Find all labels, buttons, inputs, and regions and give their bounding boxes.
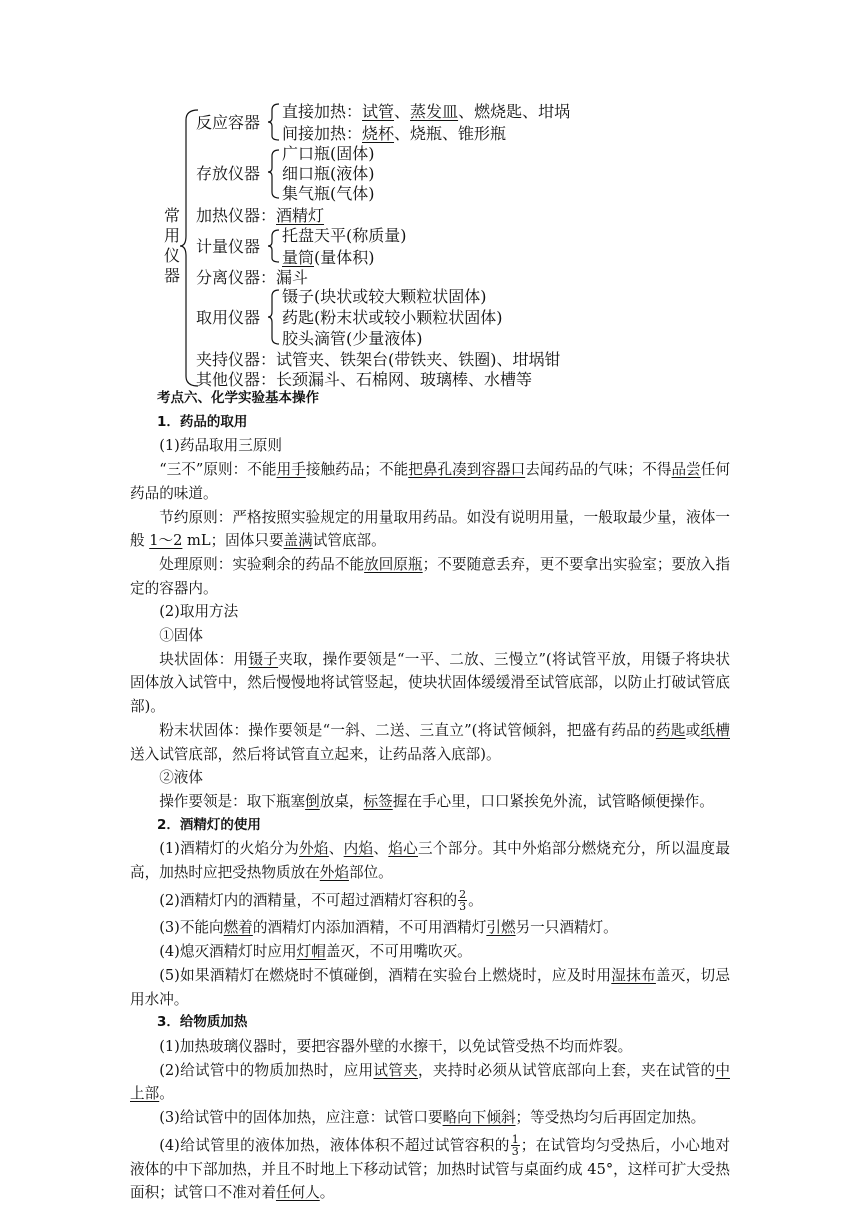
t: 的酒精灯内添加酒精，不可用酒精灯 xyxy=(252,919,487,937)
direct-prefix: 直接加热： xyxy=(282,102,363,121)
t: 。 xyxy=(159,1085,174,1103)
measuring-item-2-rest: (量体积) xyxy=(314,248,375,267)
t: “三不”原则：不能 xyxy=(159,461,277,479)
fraction-one-third xyxy=(511,1134,520,1157)
t: 粉末状固体：操作要领是“一斜、二送、三直立”(将试管倾斜，把盛有药品的 xyxy=(159,721,656,739)
t: 操作要领是：取下瓶塞 xyxy=(159,792,306,810)
t: 处理原则：实验剩余的药品不能 xyxy=(159,555,365,573)
para-jieyue xyxy=(130,506,730,553)
tree-braces xyxy=(0,0,860,400)
t: 送入试管底部，然后将试管直立起来，让药品落入底部)。 xyxy=(130,745,501,763)
para-liquid xyxy=(130,790,730,814)
t: 药匙 xyxy=(655,721,686,739)
heading-3: 3．给物质加热 xyxy=(157,1014,248,1031)
t: 1～2 xyxy=(149,532,183,550)
t: ；等受热均匀后再固定加热。 xyxy=(515,1109,706,1127)
t: ；在试管均匀受热后，小心地对液体的中下部加热，并且不时地上下移动试管；加热时试管与桌面约成 45°，这样可扩大受热面积；试管口不准对着 xyxy=(130,1136,730,1202)
t: 试管夹 xyxy=(373,1061,419,1079)
storage-item-3: 集气瓶(气体) xyxy=(282,184,375,203)
t: (2)酒精灯内的酒精量，不可超过酒精灯容积的 xyxy=(159,891,458,909)
numerator: 2 xyxy=(459,888,467,902)
t: (4)给试管里的液体加热，液体体积不超过试管容积的 xyxy=(159,1136,510,1154)
t: 湿抹布 xyxy=(611,966,656,984)
instrument-tree xyxy=(0,0,860,400)
para-kuai xyxy=(130,648,730,719)
measuring-item-2 xyxy=(282,248,375,268)
tree-root-char-4: 器 xyxy=(164,266,181,285)
para-3-1: (1)加热玻璃仪器时，要把容器外壁的水擦干，以免试管受热不均而炸裂。 xyxy=(159,1037,633,1055)
measuring-cylinder: 量筒 xyxy=(282,248,315,267)
denominator: 3 xyxy=(511,1145,519,1159)
measuring-label: 计量仪器 xyxy=(196,237,261,256)
taking-item-3: 胶头滴管(少量液体) xyxy=(282,329,423,348)
t: 外焰 xyxy=(319,864,349,882)
t: ；不要随意丢弃，更不要拿出实验室；要放入指定的容器内。 xyxy=(130,555,730,597)
para-3-4 xyxy=(130,1134,730,1205)
heading-1b: (2)取用方法 xyxy=(159,603,239,621)
heating-item: 酒精灯 xyxy=(276,206,325,225)
indirect-rest: 、烧瓶、锥形瓶 xyxy=(394,124,507,143)
t: 略向下倾斜 xyxy=(442,1109,516,1127)
t: 标签 xyxy=(363,792,393,810)
heating-row xyxy=(196,206,324,226)
heading-2: 2．酒精灯的使用 xyxy=(157,816,261,833)
t: 、 xyxy=(328,840,344,858)
t: 倒 xyxy=(305,792,320,810)
fraction-two-thirds xyxy=(458,889,467,912)
t: 灯帽 xyxy=(296,943,326,961)
t: (3)不能向 xyxy=(159,919,224,937)
t: 、 xyxy=(373,840,389,858)
para-2-3 xyxy=(130,916,730,940)
para-2-1 xyxy=(130,837,730,884)
indirect-prefix: 间接加热： xyxy=(282,124,363,143)
t: 放桌， xyxy=(319,792,364,810)
t: 握在手心里，口口紧挨免外流，试管略倾便操作。 xyxy=(392,792,714,810)
tree-root-char-3: 仪 xyxy=(164,246,181,265)
t: (5)如果酒精灯在燃烧时不慎碰倒，酒精在实验台上燃烧时，应及时用 xyxy=(159,966,612,984)
t: 外焰 xyxy=(299,840,329,858)
t: 内焰 xyxy=(343,840,374,858)
t: 去闻药品的气味；不得 xyxy=(525,461,672,479)
t: (1)酒精灯的火焰分为 xyxy=(159,840,300,858)
t: mL；固体只要 xyxy=(182,532,284,550)
t: 部位。 xyxy=(348,864,393,882)
reaction-brace xyxy=(268,104,279,140)
para-chuli xyxy=(130,553,730,600)
taking-item-2: 药匙(粉末状或较小颗粒状固体) xyxy=(282,308,503,327)
t: 三个部分。其中外焰部分燃烧充分，所以温度最高，加热时应把受热物质放在 xyxy=(130,840,730,882)
direct-rest: 、燃烧匙、坩埚 xyxy=(458,102,571,121)
direct-test-tube: 试管 xyxy=(362,102,395,121)
t: 块状固体：用 xyxy=(159,650,249,668)
heating-label: 加热仪器： xyxy=(196,206,277,225)
t: 用手 xyxy=(276,461,306,479)
solid-heading: ①固体 xyxy=(159,627,203,645)
t: 镊子 xyxy=(248,650,279,668)
t: 引燃 xyxy=(486,919,516,937)
t: 中上部 xyxy=(130,1061,730,1103)
body-text xyxy=(130,387,730,1205)
direct-evaporating-dish: 蒸发皿 xyxy=(410,102,459,121)
t: 放回原瓶 xyxy=(364,555,423,573)
t: (4)熄灭酒精灯时应用 xyxy=(159,943,297,961)
reaction-label: 反应容器 xyxy=(196,113,261,132)
denominator: 3 xyxy=(459,900,467,914)
separation-label: 分离仪器： xyxy=(196,268,277,287)
separation-row xyxy=(196,268,308,288)
reaction-indirect xyxy=(282,124,506,144)
para-3-3 xyxy=(130,1106,730,1130)
para-3-2 xyxy=(130,1059,730,1106)
t: 夹取，操作要领是“一平、二放、三慢立”(将试管平放，用镊子将块状固体放入试管中，然后慢慢地将试管竖起，使块状固体缓缓滑至试管底部，以防止打破试管底部)。 xyxy=(130,650,730,716)
t: 试管底部。 xyxy=(312,532,386,550)
para-2-2 xyxy=(130,889,730,913)
para-fen xyxy=(130,719,730,766)
t: 品尝 xyxy=(671,461,701,479)
measuring-brace xyxy=(268,230,279,262)
t: 纸槽 xyxy=(700,721,730,739)
reaction-direct xyxy=(282,102,570,122)
liquid-heading: ②液体 xyxy=(159,769,203,787)
holding-row: 夹持仪器：试管夹、铁架台(带铁夹、铁圈)、坩埚钳 xyxy=(196,350,561,369)
t: 盖灭，切忌用水冲。 xyxy=(130,966,730,1008)
t: 。 xyxy=(319,1184,335,1202)
para-2-4 xyxy=(130,940,730,964)
t: 。 xyxy=(468,891,483,909)
tree-root-char-2: 用 xyxy=(164,226,181,245)
separation-item: 漏斗 xyxy=(276,268,309,287)
section-title: 考点六、化学实验基本操作 xyxy=(157,390,319,406)
taking-item-1: 镊子(块状或较大颗粒状固体) xyxy=(282,287,487,306)
t: (2)给试管中的物质加热时，应用 xyxy=(159,1061,374,1079)
t: (3)给试管中的固体加热，应注意：试管口要 xyxy=(159,1109,443,1127)
indirect-beaker: 烧杯 xyxy=(362,124,395,143)
t: 焰心 xyxy=(388,840,419,858)
t: 或 xyxy=(685,721,701,739)
numerator: 1 xyxy=(511,1133,519,1147)
storage-brace xyxy=(268,150,279,198)
heading-1a: (1)药品取用三原则 xyxy=(159,437,283,455)
direct-sep: 、 xyxy=(394,102,411,121)
storage-item-1: 广口瓶(固体) xyxy=(282,144,375,163)
t: 盖灭，不可用嘴吹灭。 xyxy=(325,943,472,961)
para-sanbu xyxy=(130,458,730,505)
t: 节约原则：严格按照实验规定的用量取用药品。如没有说明用量，一般取最少量，液体一般 xyxy=(130,508,730,550)
taking-brace xyxy=(268,290,279,344)
storage-label: 存放仪器 xyxy=(196,164,261,183)
t: 把鼻孔凑到容器口 xyxy=(408,461,526,479)
t: 燃着 xyxy=(223,919,253,937)
t: 另一只酒精灯。 xyxy=(515,919,618,937)
t: 任何人 xyxy=(275,1184,320,1202)
t: 盖满 xyxy=(283,532,313,550)
t: ，夹持时必须从试管底部向上套，夹在试管的 xyxy=(418,1061,716,1079)
para-2-5 xyxy=(130,964,730,1011)
taking-label: 取用仪器 xyxy=(196,308,261,327)
heading-1: 1．药品的取用 xyxy=(157,413,248,430)
others-row: 其他仪器：长颈漏斗、石棉网、玻璃棒、水槽等 xyxy=(196,370,533,389)
tree-root-char-1: 常 xyxy=(164,206,181,225)
t: 接触药品；不能 xyxy=(305,461,409,479)
measuring-item-1: 托盘天平(称质量) xyxy=(282,226,407,245)
t: 任何药品的味道。 xyxy=(130,461,730,502)
storage-item-2: 细口瓶(液体) xyxy=(282,164,375,183)
